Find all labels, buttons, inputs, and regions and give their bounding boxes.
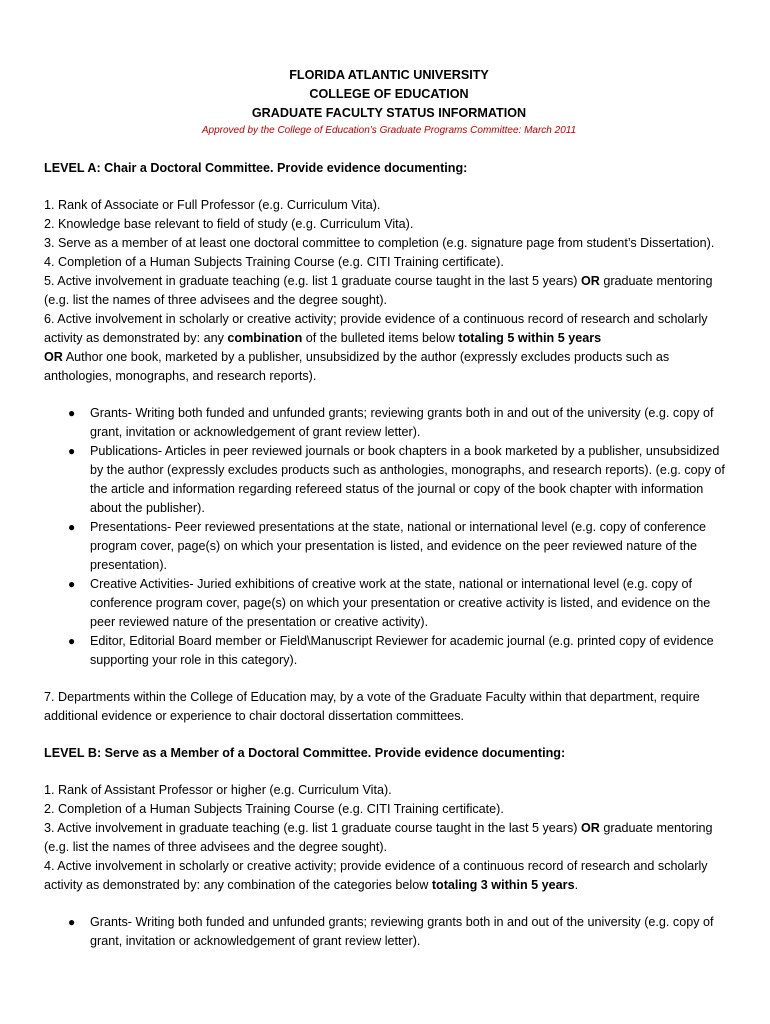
list-item: ● Grants- Writing both funded and unfunded grants; reviewing grants both in and out of the university (e.g. copy of grant, invitation or acknowledgement of grant review letter). <box>68 915 714 948</box>
document-page <box>44 66 734 951</box>
level-a-bullet-list <box>44 404 734 670</box>
list-item: ● Editor, Editorial Board member or Field\Manuscript Reviewer for academic journal (e.g. printed copy of evidence supporting your role in this category). <box>68 634 714 667</box>
level-a-item-3: 3. Serve as a member of at least one doctoral committee to completion (e.g. signature page from student’s Dissertation). <box>44 236 715 250</box>
level-a-item-2: 2. Knowledge base relevant to field of study (e.g. Curriculum Vita). <box>44 217 414 231</box>
approval-note: Approved by the College of Education’s Graduate Programs Committee: March 2011 <box>201 125 577 136</box>
university-name: FLORIDA ATLANTIC UNIVERSITY <box>289 68 489 82</box>
level-b-item-2: 2. Completion of a Human Subjects Training Course (e.g. CITI Training certificate). <box>44 802 504 816</box>
list-item: ● Publications- Articles in peer reviewed journals or book chapters in a book marketed by a publisher, unsubsidized by the author (expressly excludes products such as anthologies, monographs, and research reports). (e.g. copy of the article and information regarding refereed status of the journal or copy of the book chapter with information about the publisher). <box>68 444 725 515</box>
level-b-bullet-list <box>44 913 734 951</box>
level-a-item-4: 4. Completion of a Human Subjects Training Course (e.g. CITI Training certificate). <box>44 255 504 269</box>
document-title: GRADUATE FACULTY STATUS INFORMATION <box>251 106 527 120</box>
level-b-item-3: 3. Active involvement in graduate teaching (e.g. list 1 graduate course taught in the last 5 years) OR graduate mentoring (e.g. list the names of three advisees and the degree sought). <box>44 821 713 854</box>
level-a-item-6: 6. Active involvement in scholarly or creative activity; provide evidence of a continuous record of research and scholarly activity as demonstrated by: any combination of the bulleted items below totaling 5 within 5 years OR Author one book, marketed by a publisher, unsubsidized by the author (expressly excludes products such as anthologies, monographs, and research reports). <box>44 312 708 383</box>
list-item: ● Grants- Writing both funded and unfunded grants; reviewing grants both in and out of the university (e.g. copy of grant, invitation or acknowledgement of grant review letter). <box>68 406 714 439</box>
level-a-item-1: 1. Rank of Associate or Full Professor (e.g. Curriculum Vita). <box>44 198 381 212</box>
level-a-heading: LEVEL A: Chair a Doctoral Committee. Provide evidence documenting: <box>44 161 468 175</box>
level-b-item-1: 1. Rank of Assistant Professor or higher (e.g. Curriculum Vita). <box>44 783 392 797</box>
level-a-item-5: 5. Active involvement in graduate teaching (e.g. list 1 graduate course taught in the last 5 years) OR graduate mentoring (e.g. list the names of three advisees and the degree sought). <box>44 274 713 307</box>
level-b-item-4: 4. Active involvement in scholarly or creative activity; provide evidence of a continuous record of research and scholarly activity as demonstrated by: any combination of the categories below totaling 3 within 5 years. <box>44 859 708 892</box>
college-name: COLLEGE OF EDUCATION <box>309 87 469 101</box>
level-b-heading: LEVEL B: Serve as a Member of a Doctoral Committee. Provide evidence documenting: <box>44 746 566 760</box>
list-item: ● Presentations- Peer reviewed presentations at the state, national or international level (e.g. copy of conference program cover, page(s) on which your presentation is listed, and evidence on the peer reviewed nature of the presentation). <box>68 520 707 572</box>
list-item: ● Creative Activities- Juried exhibitions of creative work at the state, national or international level (e.g. copy of conference program cover, page(s) on which your presentation or creative activity is listed, and evidence on the peer reviewed nature of the presentation or creative activity). <box>68 577 711 629</box>
level-a-item-7: 7. Departments within the College of Education may, by a vote of the Graduate Faculty within that department, require additional evidence or experience to chair doctoral dissertation committees. <box>44 690 700 723</box>
